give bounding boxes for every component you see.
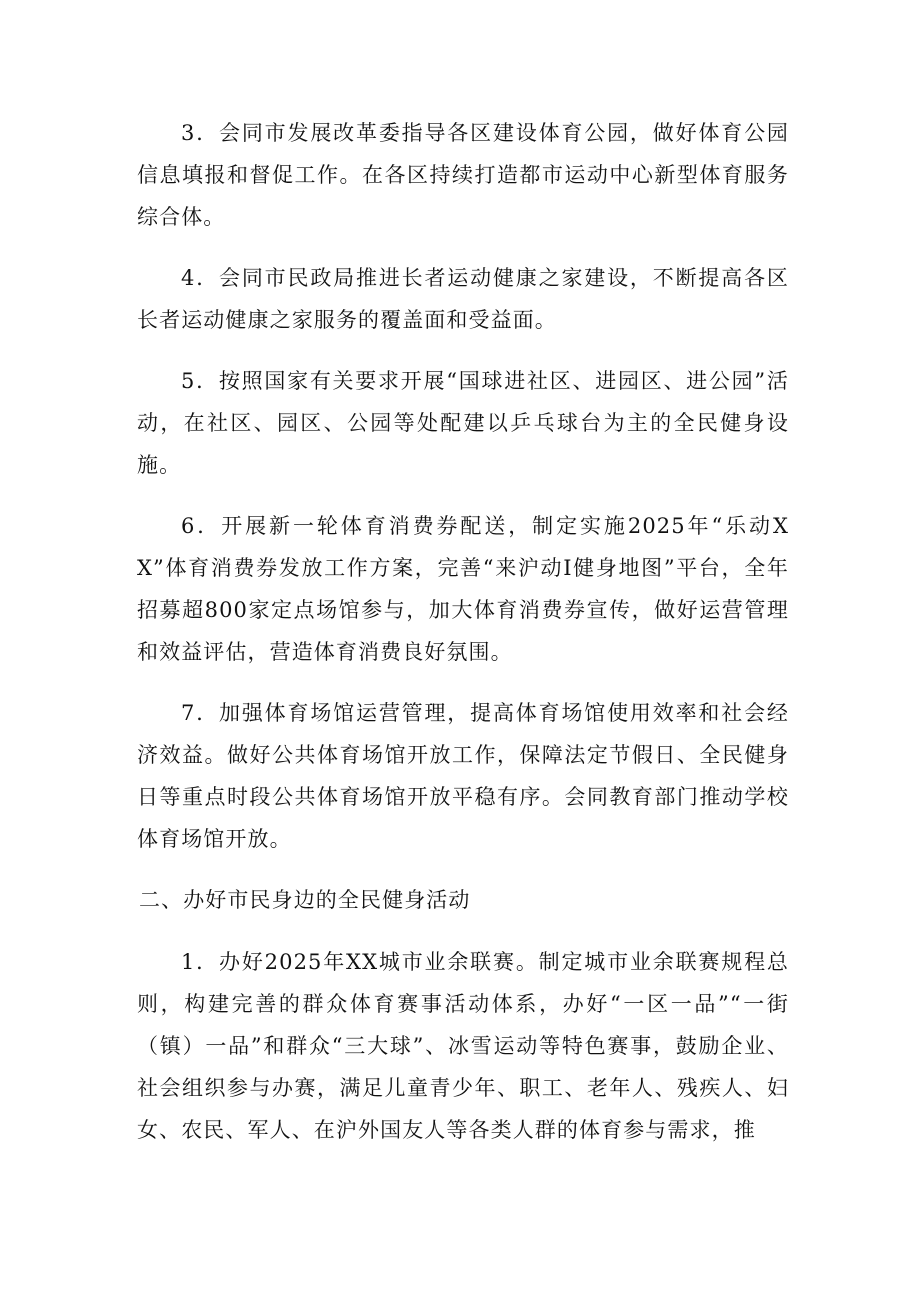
section-paragraph-item-1: 1．办好2025年XX城市业余联赛。制定城市业余联赛规程总则，构建完善的群众体育赛事活动体系，办好“一区一品”“一街（镇）一品”和群众“三大球”、冰雪运动等特色赛事，鼓励企业、社会组织参与办赛，满足儿童青少年、职工、老年人、残疾人、妇女、农民、军人、在沪外国友人等各类人群的体育参与需求，推: [137, 950, 789, 1142]
document-body: [137, 112, 789, 1170]
paragraph-item-5: 5．按照国家有关要求开展“国球进社区、进园区、进公园”活动，在社区、园区、公园等处配建以乒乓球台为主的全民健身设施。: [137, 369, 789, 477]
paragraph-item-6: 6．开展新一轮体育消费券配送，制定实施2025年“乐动XX”体育消费券发放工作方案，完善“来沪动I健身地图”平台，全年招募超800家定点场馆参与，加大体育消费券宣传，做好运营管理和效益评估，营造体育消费良好氛围。: [137, 514, 789, 664]
paragraph-item-7: 7．加强体育场馆运营管理，提高体育场馆使用效率和社会经济效益。做好公共体育场馆开放工作，保障法定节假日、全民健身日等重点时段公共体育场馆开放平稳有序。会同教育部门推动学校体育场馆开放。: [137, 701, 789, 851]
paragraph-item-4: 4．会同市民政局推进长者运动健康之家建设，不断提高各区长者运动健康之家服务的覆盖面和受益面。: [137, 266, 789, 332]
paragraph-item-3: 3．会同市发展改革委指导各区建设体育公园，做好体育公园信息填报和督促工作。在各区持续打造都市运动中心新型体育服务综合体。: [137, 121, 789, 229]
section-heading: 二、办好市民身边的全民健身活动: [139, 888, 471, 912]
